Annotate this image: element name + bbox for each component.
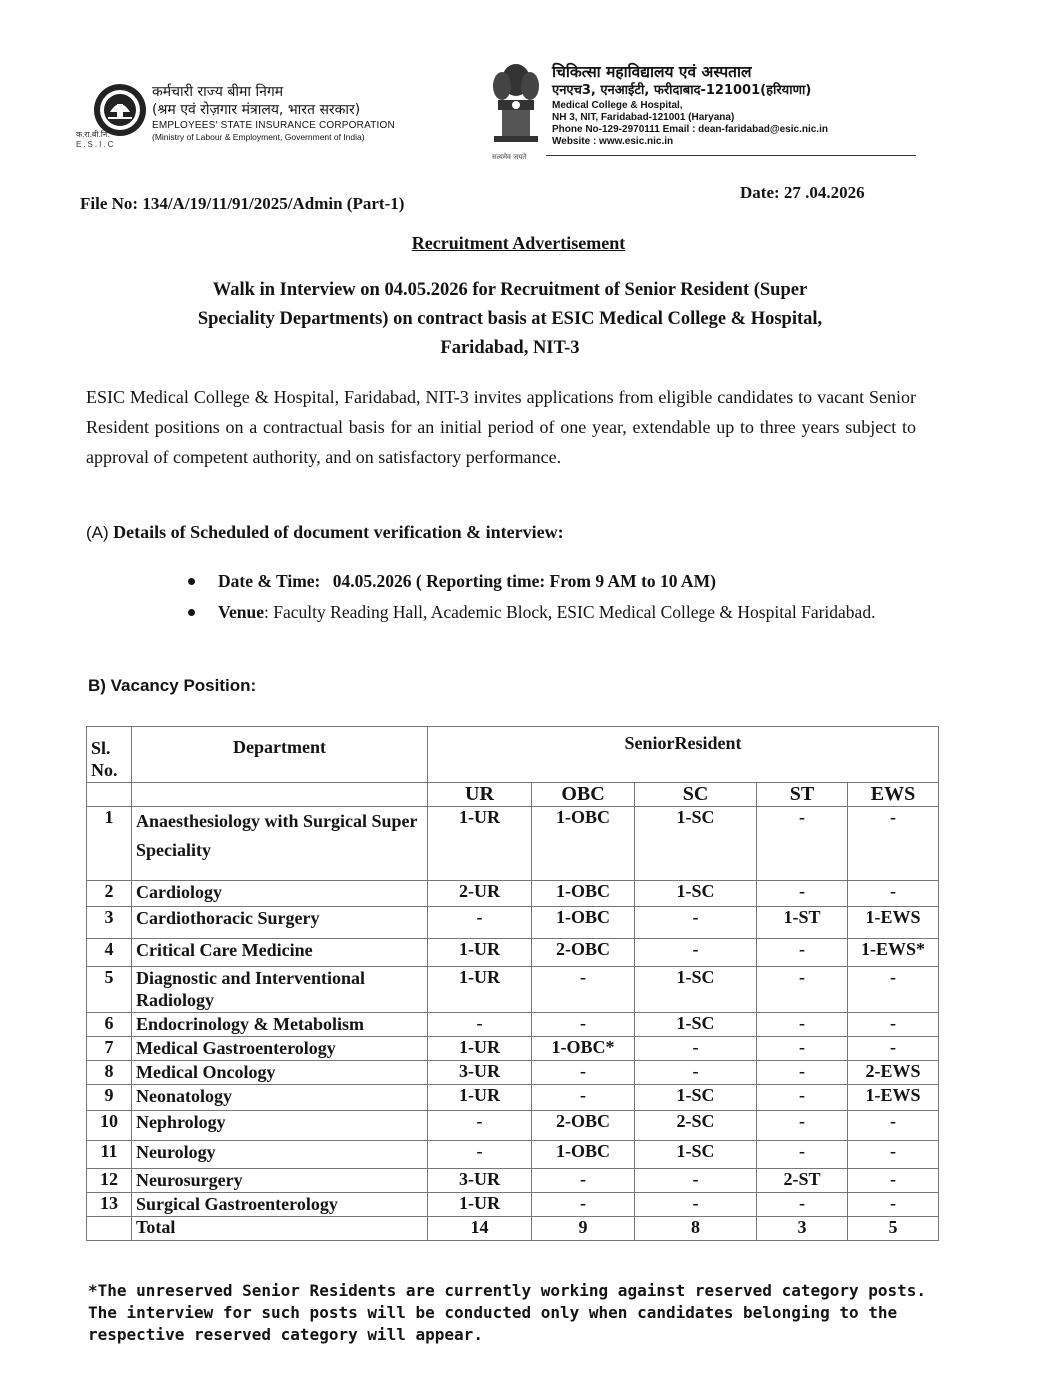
empty-cell (87, 783, 132, 807)
row-obc: 1-OBC* (532, 1037, 635, 1061)
row-department: Anaesthesiology with Surgical Super Speciality (132, 807, 428, 881)
row-ews: - (848, 881, 939, 907)
table-category-row (87, 783, 939, 807)
ministry-english: (Ministry of Labour & Employment, Government of India) (152, 132, 365, 142)
table-row (87, 1061, 939, 1085)
hospital-website: Website : www.esic.nic.in (552, 136, 674, 147)
row-ur: - (428, 907, 532, 939)
hospital-hindi-name: चिकित्सा महाविद्यालय एवं अस्पताल (552, 63, 752, 81)
row-sl-number: 8 (87, 1061, 132, 1085)
row-sc: - (635, 907, 757, 939)
row-sc: 1-SC (635, 881, 757, 907)
row-sl-number: 3 (87, 907, 132, 939)
hospital-english-name: Medical College & Hospital, (552, 100, 683, 111)
row-ews: - (848, 1193, 939, 1217)
table-body (87, 807, 939, 1217)
bullet-icon (188, 578, 195, 585)
table-row (87, 1111, 939, 1141)
row-st: - (757, 1085, 848, 1111)
row-st: - (757, 1013, 848, 1037)
row-sl-number: 10 (87, 1111, 132, 1141)
row-ur: 1-UR (428, 807, 532, 881)
row-sc: 1-SC (635, 967, 757, 1013)
venue-value: : Faculty Reading Hall, Academic Block, ESIC Medical College & Hospital Faridabad. (264, 602, 876, 622)
row-ews: - (848, 1141, 939, 1169)
row-sl-number: 9 (87, 1085, 132, 1111)
row-ews: - (848, 807, 939, 881)
hospital-english-address: NH 3, NIT, Faridabad-121001 (Haryana) (552, 112, 735, 123)
row-st: - (757, 1037, 848, 1061)
table-row (87, 1169, 939, 1193)
row-ur: 3-UR (428, 1061, 532, 1085)
row-sl-number: 5 (87, 967, 132, 1013)
row-department: Medical Oncology (132, 1061, 428, 1085)
footnote: *The unreserved Senior Residents are currently working against reserved category posts. The interview for such posts will be conducted only when candidates belonging to the respective reserved category will appear. (88, 1281, 927, 1344)
row-obc: 1-OBC (532, 881, 635, 907)
row-sc: - (635, 1193, 757, 1217)
row-sl-number: 2 (87, 881, 132, 907)
page-title-text: Recruitment Advertisement (411, 233, 626, 253)
table-row (87, 1013, 939, 1037)
row-ur: - (428, 1141, 532, 1169)
row-ews: 2-EWS (848, 1061, 939, 1085)
logo-caption-english: E.S.I.C (76, 140, 116, 149)
row-obc: 2-OBC (532, 939, 635, 967)
row-obc: 1-OBC (532, 907, 635, 939)
row-sl-number: 13 (87, 1193, 132, 1217)
walk-in-line-1: Walk in Interview on 04.05.2026 for Recruitment of Senior Resident (Super (212, 280, 808, 300)
page-title (0, 233, 1037, 254)
row-department: Neonatology (132, 1085, 428, 1111)
row-department: Cardiothoracic Surgery (132, 907, 428, 939)
row-department: Diagnostic and Interventional Radiology (132, 967, 428, 1013)
row-obc: 1-OBC (532, 807, 635, 881)
hospital-hindi-address: एनएच3, एनआईटी, फरीदाबाद-121001(हरियाणा) (552, 83, 812, 98)
row-ur: 1-UR (428, 1085, 532, 1111)
row-ur: 1-UR (428, 1037, 532, 1061)
row-sl-number: 11 (87, 1141, 132, 1169)
row-sc: 1-SC (635, 807, 757, 881)
row-sl-number: 12 (87, 1169, 132, 1193)
intro-paragraph: ESIC Medical College & Hospital, Faridabad, NIT-3 invites applications from eligible candidates to vacant Senior Resident positions on a contractual basis for an initial period of one year, extendable up to three years subject to approval of competent authority, and on satisfactory performance. (86, 387, 916, 467)
empty-cell (132, 783, 428, 807)
col-header-department: Department (132, 727, 428, 783)
section-a-heading (86, 522, 564, 543)
row-department: Endocrinology & Metabolism (132, 1013, 428, 1037)
walk-in-line-2: Speciality Departments) on contract basis at ESIC Medical College & Hospital, (197, 309, 823, 329)
row-ur: - (428, 1111, 532, 1141)
row-ews: - (848, 1013, 939, 1037)
row-obc: - (532, 1085, 635, 1111)
row-sc: - (635, 1169, 757, 1193)
row-sl-number: 6 (87, 1013, 132, 1037)
row-obc: - (532, 1169, 635, 1193)
hospital-contact: Phone No-129-2970111 Email : dean-faridabad@esic.nic.in (552, 124, 828, 135)
table-row (87, 1193, 939, 1217)
row-department: Critical Care Medicine (132, 939, 428, 967)
total-st: 3 (757, 1217, 848, 1241)
section-b-heading: B) Vacancy Position: (88, 676, 257, 695)
hospital-header-right (552, 62, 828, 148)
row-st: - (757, 1193, 848, 1217)
table-row (87, 807, 939, 881)
row-obc: - (532, 1061, 635, 1085)
row-obc: 1-OBC (532, 1141, 635, 1169)
emblem-motto: सत्यमेव जयते (492, 153, 527, 161)
col-header-st: ST (757, 783, 848, 807)
row-sc: 1-SC (635, 1085, 757, 1111)
table-total-row (87, 1217, 939, 1241)
col-header-ews: EWS (848, 783, 939, 807)
table-row (87, 1085, 939, 1111)
row-st: - (757, 881, 848, 907)
total-ews: 5 (848, 1217, 939, 1241)
row-ews: - (848, 1169, 939, 1193)
row-sc: 1-SC (635, 1141, 757, 1169)
row-ews: - (848, 1111, 939, 1141)
row-ur: 1-UR (428, 1193, 532, 1217)
row-st: 1-ST (757, 907, 848, 939)
table-row (87, 881, 939, 907)
document-date: Date: 27 .04.2026 (740, 183, 865, 202)
table-row (87, 1141, 939, 1169)
table-header-row (87, 727, 939, 783)
file-number: File No: 134/A/19/11/91/2025/Admin (Part-1) (80, 194, 405, 213)
row-obc: - (532, 967, 635, 1013)
row-sc: - (635, 1061, 757, 1085)
header-divider (546, 155, 916, 156)
total-sc: 8 (635, 1217, 757, 1241)
row-st: - (757, 1141, 848, 1169)
row-sl-number: 4 (87, 939, 132, 967)
date-time-value: 04.05.2026 ( Reporting time: From 9 AM to 10 AM) (332, 571, 716, 591)
ministry-hindi: (श्रम एवं रोज़गार मंत्रालय, भारत सरकार) (152, 102, 361, 118)
row-sc: 1-SC (635, 1013, 757, 1037)
walk-in-line-3: Faridabad, NIT-3 (440, 338, 580, 358)
row-ur: 1-UR (428, 939, 532, 967)
row-sl-number: 1 (87, 807, 132, 881)
row-department: Cardiology (132, 881, 428, 907)
row-department: Neurology (132, 1141, 428, 1169)
row-ur: 3-UR (428, 1169, 532, 1193)
row-obc: 2-OBC (532, 1111, 635, 1141)
vacancy-table (86, 726, 939, 1241)
empty-cell (87, 1217, 132, 1241)
row-obc: - (532, 1013, 635, 1037)
logo-caption-hindi: क.रा.बी.नि. (76, 130, 110, 139)
row-department: Neurosurgery (132, 1169, 428, 1193)
row-department: Surgical Gastroenterology (132, 1193, 428, 1217)
row-ews: 1-EWS (848, 907, 939, 939)
row-ews: - (848, 1037, 939, 1061)
row-st: - (757, 1061, 848, 1085)
col-header-sl: Sl. No. (87, 727, 132, 783)
col-header-obc: OBC (532, 783, 635, 807)
row-ur: 2-UR (428, 881, 532, 907)
row-sc: - (635, 939, 757, 967)
row-sl-number: 7 (87, 1037, 132, 1061)
row-ews: 1-EWS (848, 1085, 939, 1111)
walk-in-heading (110, 276, 910, 363)
table-row (87, 1037, 939, 1061)
esic-hindi-name: कर्मचारी राज्य बीमा निगम (152, 84, 284, 100)
row-st: - (757, 1111, 848, 1141)
total-label: Total (132, 1217, 428, 1241)
col-header-ur: UR (428, 783, 532, 807)
bullet-icon (188, 609, 195, 616)
section-a-prefix: (A) (86, 523, 109, 542)
total-obc: 9 (532, 1217, 635, 1241)
table-row (87, 967, 939, 1013)
logo-caption (76, 130, 115, 150)
row-sc: - (635, 1037, 757, 1061)
esic-english-name: EMPLOYEES' STATE INSURANCE CORPORATION (152, 120, 395, 131)
table-row (87, 907, 939, 939)
table-row (87, 939, 939, 967)
total-ur: 14 (428, 1217, 532, 1241)
row-st: - (757, 939, 848, 967)
row-ews: - (848, 967, 939, 1013)
row-department: Medical Gastroenterology (132, 1037, 428, 1061)
row-sc: 2-SC (635, 1111, 757, 1141)
venue-label: Venue (218, 602, 265, 622)
date-time-label: Date & Time: (218, 571, 321, 591)
section-a-title: Details of Scheduled of document verification & interview: (113, 522, 564, 542)
col-header-senior-resident: SeniorResident (428, 727, 939, 783)
col-header-sc: SC (635, 783, 757, 807)
row-obc: - (532, 1193, 635, 1217)
row-st: 2-ST (757, 1169, 848, 1193)
row-ews: 1-EWS* (848, 939, 939, 967)
row-department: Nephrology (132, 1111, 428, 1141)
row-st: - (757, 807, 848, 881)
row-ur: 1-UR (428, 967, 532, 1013)
row-st: - (757, 967, 848, 1013)
row-ur: - (428, 1013, 532, 1037)
national-emblem-icon (488, 60, 544, 152)
esic-header-left (152, 84, 395, 143)
